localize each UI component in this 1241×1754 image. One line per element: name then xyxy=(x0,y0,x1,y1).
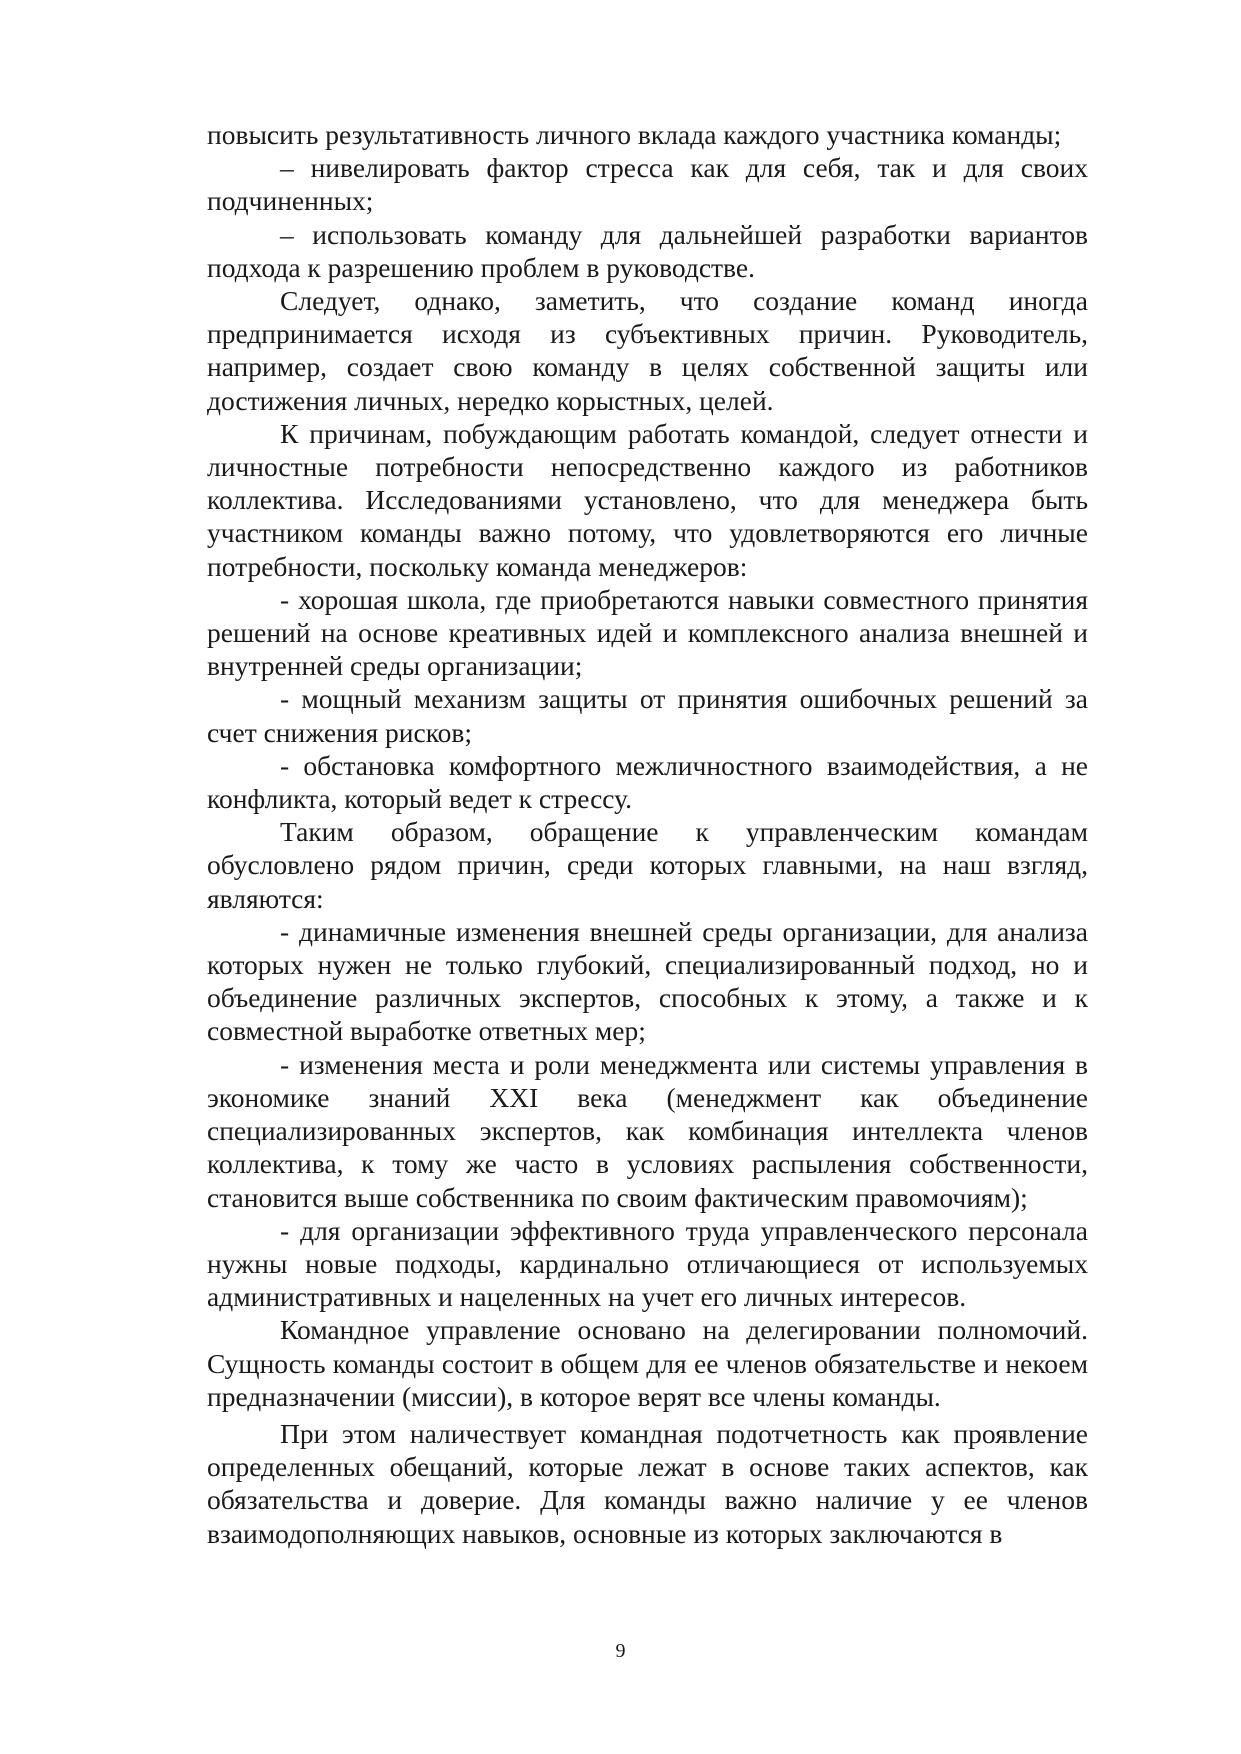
paragraph: - для организации эффективного труда управленческого персонала нужны новые подходы, кардинально отличающиеся от используемых административных и нацеленных на учет его личных интересов. xyxy=(207,1214,1088,1313)
paragraph: Командное управление основано на делегировании полномочий. Сущность команды состоит в общем для ее членов обязательстве и некоем предназначении (миссии), в которое верят все члены команды. xyxy=(207,1314,1088,1412)
paragraph: – использовать команду для дальнейшей разработки вариантов подхода к разрешению проблем в руководстве. xyxy=(207,218,1088,283)
paragraph: При этом наличествует командная подотчетность как проявление определенных обещаний, которые лежат в основе таких аспектов, как обязательства и доверие. Для команды важно наличие у ее членов взаимодополняющих навыков, основные из которых заключаются в xyxy=(207,1417,1088,1549)
paragraph: - хорошая школа, где приобретаются навыки совместного принятия решений на основе креативных идей и комплексного анализа внешней и внутренней среды организации; xyxy=(207,583,1088,682)
paragraph: – нивелировать фактор стресса как для себя, так и для своих подчиненных; xyxy=(207,152,1088,217)
paragraph: Таким образом, обращение к управленческим командам обусловлено рядом причин, среди которых главными, на наш взгляд, являются: xyxy=(207,816,1088,914)
paragraph: - обстановка комфортного межличностного взаимодействия, а не конфликта, который ведет к стрессу. xyxy=(207,749,1088,815)
paragraph: повысить результативность личного вклада каждого участника команды; xyxy=(207,119,1062,150)
page-number: 9 xyxy=(615,1640,626,1662)
paragraph: - изменения места и роли менеджмента или системы управления в экономике знаний XXI века (менеджмент как объединение специализированных экспертов, как комбинация интеллекта членов коллектива, к тому же часто в условиях распыления собственности, становится выше собственника по своим фактическим правомочиям); xyxy=(207,1048,1088,1213)
paragraph: К причинам, побуждающим работать командой, следует отнести и личностные потребности непосредственно каждого из работников коллектива. Исследованиями установлено, что для менеджера быть участником команды важно потому, что удовлетворяются его личные потребности, поскольку команда менеджеров: xyxy=(207,417,1088,582)
page-body xyxy=(207,118,1088,1550)
paragraph: - мощный механизм защиты от принятия ошибочных решений за счет снижения рисков; xyxy=(207,683,1088,748)
paragraph: - динамичные изменения внешней среды организации, для анализа которых нужен не только глубокий, специализированный подход, но и объединение различных экспертов, способных к этому, а также и к совместной выработке ответных мер; xyxy=(207,915,1088,1047)
paragraph: Следует, однако, заметить, что создание команд иногда предпринимается исходя из субъективных причин. Руководитель, например, создает свою команду в целях собственной защиты или достижения личных, нередко корыстных, целей. xyxy=(207,285,1088,416)
